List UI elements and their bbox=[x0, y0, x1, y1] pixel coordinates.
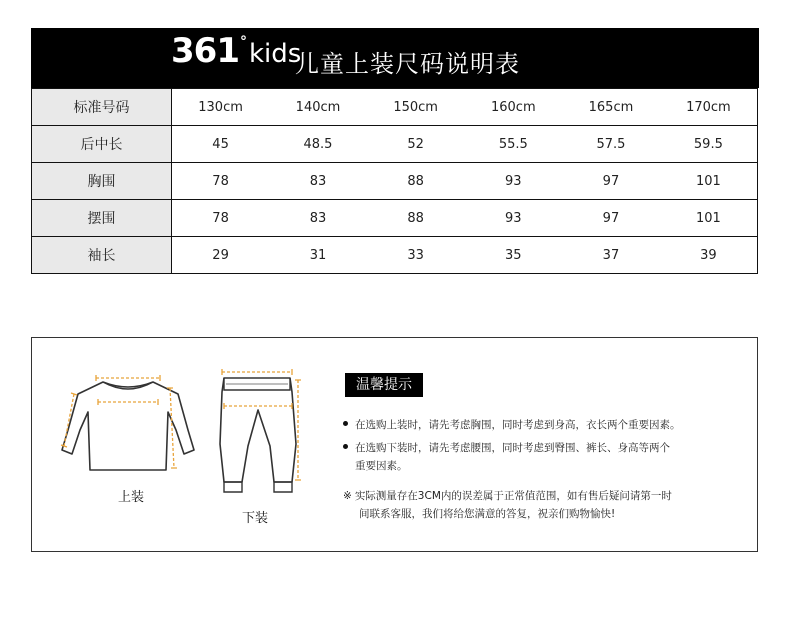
top-garment-label: 上装 bbox=[118, 490, 145, 505]
table-cell: 101 bbox=[660, 163, 758, 200]
tip-text-continued: 重要因素。 bbox=[355, 460, 408, 472]
table-cell: 83 bbox=[269, 163, 367, 200]
row-label: 摆围 bbox=[32, 200, 172, 237]
table-cell: 52 bbox=[367, 126, 465, 163]
table-row bbox=[32, 89, 758, 126]
note-text-continued: 间联系客服，我们将给您满意的答复，祝亲们购物愉快! bbox=[359, 508, 616, 520]
table-cell: 39 bbox=[660, 237, 758, 274]
logo-suffix: kids bbox=[248, 39, 302, 69]
table-cell: 160cm bbox=[464, 89, 562, 126]
table-row bbox=[32, 163, 758, 200]
table-cell: 35 bbox=[464, 237, 562, 274]
table-cell: 150cm bbox=[367, 89, 465, 126]
table-row bbox=[32, 126, 758, 163]
table-cell: 48.5 bbox=[269, 126, 367, 163]
table-cell: 83 bbox=[269, 200, 367, 237]
table-cell: 93 bbox=[464, 163, 562, 200]
table-cell: 88 bbox=[367, 163, 465, 200]
table-cell: 101 bbox=[660, 200, 758, 237]
tip-text: 在选购下装时，请先考虑腰围，同时考虑到臀围、裤长、身高等两个 bbox=[355, 442, 670, 454]
table-cell: 59.5 bbox=[660, 126, 758, 163]
brand-logo bbox=[171, 31, 302, 71]
page-title: 儿童上装尺码说明表 bbox=[295, 50, 520, 78]
tip-text: 在选购上装时，请先考虑胸围，同时考虑到身高，衣长两个重要因素。 bbox=[355, 419, 681, 431]
tip-note bbox=[343, 487, 743, 523]
table-row bbox=[32, 237, 758, 274]
table-cell: 93 bbox=[464, 200, 562, 237]
note-text: 实际测量存在3CM内的误差属于正常值范围，如有售后疑问请第一时 bbox=[354, 490, 672, 502]
table-row bbox=[32, 200, 758, 237]
table-cell: 29 bbox=[172, 237, 270, 274]
row-label: 胸围 bbox=[32, 163, 172, 200]
note-mark: ※ bbox=[343, 490, 352, 502]
table-cell: 165cm bbox=[562, 89, 660, 126]
bullet-icon bbox=[343, 421, 348, 426]
logo-number: 361 bbox=[171, 31, 239, 71]
table-cell: 57.5 bbox=[562, 126, 660, 163]
header-banner bbox=[31, 28, 759, 88]
bullet-icon bbox=[343, 444, 348, 449]
table-cell: 55.5 bbox=[464, 126, 562, 163]
logo-degree: ° bbox=[239, 34, 247, 50]
row-label: 标准号码 bbox=[32, 89, 172, 126]
table-cell: 78 bbox=[172, 200, 270, 237]
row-label: 后中长 bbox=[32, 126, 172, 163]
table-cell: 97 bbox=[562, 163, 660, 200]
pants-garment-icon bbox=[212, 364, 302, 500]
table-cell: 140cm bbox=[269, 89, 367, 126]
tip-item-bottom bbox=[343, 439, 743, 475]
tip-item-top bbox=[343, 416, 743, 434]
table-cell: 37 bbox=[562, 237, 660, 274]
table-cell: 31 bbox=[269, 237, 367, 274]
row-label: 袖长 bbox=[32, 237, 172, 274]
table-cell: 88 bbox=[367, 200, 465, 237]
table-cell: 33 bbox=[367, 237, 465, 274]
table-cell: 130cm bbox=[172, 89, 270, 126]
pants-garment-label: 下装 bbox=[242, 511, 269, 526]
table-cell: 97 bbox=[562, 200, 660, 237]
table-cell: 45 bbox=[172, 126, 270, 163]
table-cell: 170cm bbox=[660, 89, 758, 126]
table-cell: 78 bbox=[172, 163, 270, 200]
size-chart-table bbox=[31, 88, 758, 274]
tips-title: 温馨提示 bbox=[345, 373, 423, 397]
top-garment-icon bbox=[58, 372, 208, 480]
